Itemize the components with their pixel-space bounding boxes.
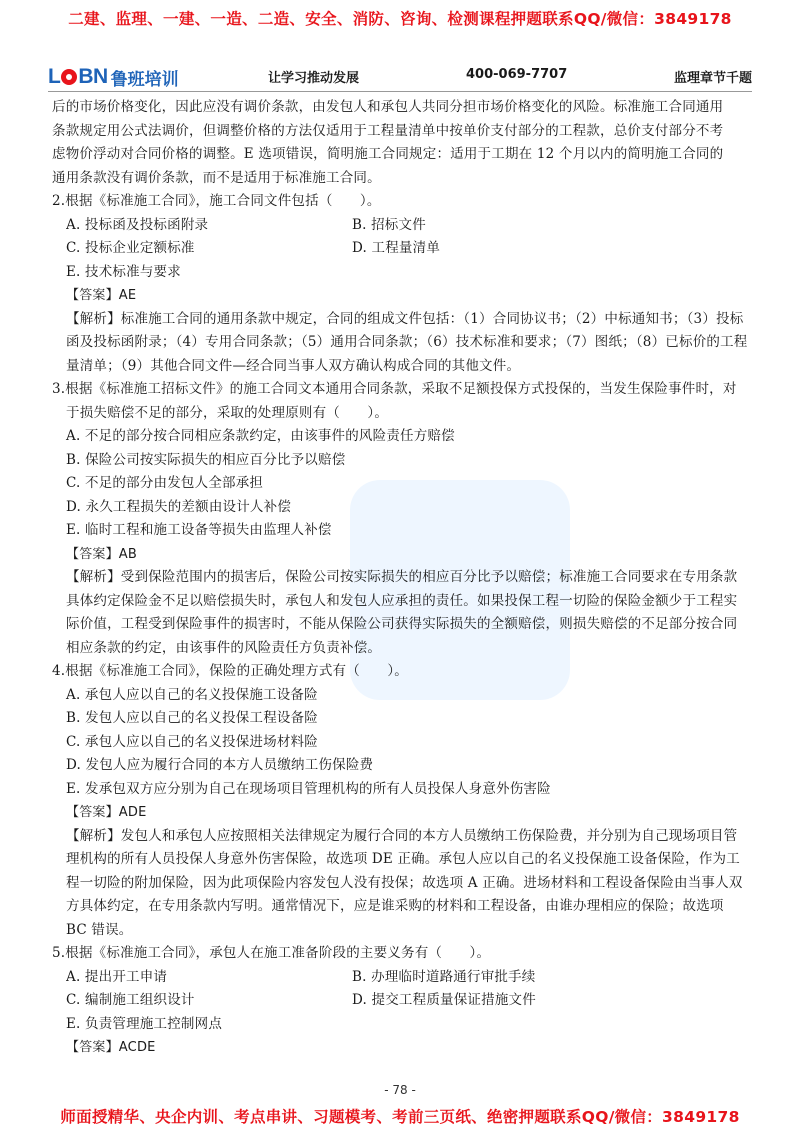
question-3-analysis: 际价值，工程受到保险事件的损害时，不能从保险公司获得实际损失的全额赔偿，则损失赔偿的不足部分按合同 xyxy=(66,616,738,632)
option-a: A. 不足的部分按合同相应条款约定，由该事件的风险责任方赔偿 xyxy=(66,428,455,444)
question-3-stem: 于损失赔偿不足的部分，采取的处理原则有（ ）。 xyxy=(66,404,389,421)
question-2-stem: 2.根据《标准施工合同》，施工合同文件包括（ ）。 xyxy=(52,193,381,209)
option-d: D. 提交工程质量保证措施文件 xyxy=(352,992,536,1008)
intro-line: 条款规定用公式法调价，但调整价格的方法仅适用于工程量清单中按单价支付部分的工程款，总价支付部分不考 xyxy=(52,122,724,139)
intro-line: 通用条款没有调价条款，而不是适用于标准施工合同。 xyxy=(52,169,381,186)
option-b: B. 招标文件 xyxy=(352,216,426,233)
option-d: D. 发包人应为履行合同的本方人员缴纳工伤保险费 xyxy=(66,757,374,773)
question-4-analysis: 【解析】发包人和承包人应按照相关法律规定为履行合同的本方人员缴纳工伤保险费，并分别为自己现场项目管 xyxy=(66,827,738,844)
question-2-analysis: 【解析】标准施工合同的通用条款中规定，合同的组成文件包括：（1）合同协议书；（2）中标通知书；（3）投标 xyxy=(66,310,744,327)
question-3-stem: 3.根据《标准施工招标文件》的施工合同文本通用合同条款，采取不足额投保方式投保的，当发生保险事件时，对 xyxy=(52,381,737,397)
question-3-analysis: 【解析】受到保险范围内的损害后，保险公司按实际损失的相应百分比予以赔偿；标准施工合同要求在专用条款 xyxy=(66,569,738,585)
question-2-options-row xyxy=(52,237,752,261)
bottom-promo-banner: 师面授精华、央企内训、考点串讲、习题模考、考前三页纸、绝密押题联系QQ/微信：3849178 xyxy=(60,1108,740,1126)
option-c: C. 编制施工组织设计 xyxy=(66,992,195,1008)
option-e: E. 负责管理施工控制网点 xyxy=(66,1015,223,1032)
page-number: - 78 - xyxy=(384,1083,416,1097)
question-5-answer: 【答案】ACDE xyxy=(66,1040,156,1055)
question-4-analysis: 程一切险的附加保险，因为此项保险内容发包人没有投保；故选项 A 正确。进场材料和工程设备保险由当事人双 xyxy=(66,874,743,891)
question-2-answer: 【答案】AE xyxy=(66,288,137,303)
question-2-analysis: 量清单；（9）其他合同文件—经合同当事人双方确认构成合同的其他文件。 xyxy=(66,357,521,374)
option-d: D. 工程量清单 xyxy=(352,240,441,256)
option-e: E. 临时工程和施工设备等损失由监理人补偿 xyxy=(66,522,332,538)
brand-logo xyxy=(48,64,179,90)
question-3-analysis: 相应条款的约定，由该事件的风险责任方负责补偿。 xyxy=(66,639,382,656)
option-b: B. 保险公司按实际损失的相应百分比予以赔偿 xyxy=(66,451,346,468)
option-c: C. 承包人应以自己的名义投保进场材料险 xyxy=(66,733,318,750)
question-4-answer: 【答案】ADE xyxy=(66,805,147,820)
header-phone: 400-069-7707 xyxy=(466,67,568,82)
option-a: A. 承包人应以自己的名义投保施工设备险 xyxy=(66,686,318,703)
logo-mark: L BN xyxy=(48,65,108,88)
question-5-stem: 5.根据《标准施工合同》，承包人在施工准备阶段的主要义务有（ ）。 xyxy=(52,945,491,961)
top-promo-banner: 二建、监理、一建、一造、二造、安全、消防、咨询、检测课程押题联系QQ/微信：3849178 xyxy=(68,10,732,28)
option-b: B. 办理临时道路通行审批手续 xyxy=(352,968,536,985)
option-c: C. 不足的部分由发包人全部承担 xyxy=(66,475,264,491)
header-doc-title: 监理章节千题 xyxy=(673,71,752,86)
option-e: E. 技术标准与要求 xyxy=(66,263,181,280)
option-e: E. 发承包双方应分别为自己在现场项目管理机构的所有人员投保人身意外伤害险 xyxy=(66,780,551,797)
option-b: B. 发包人应以自己的名义投保工程设备险 xyxy=(66,710,319,726)
page-header xyxy=(48,64,752,90)
question-4-analysis: 理机构的所有人员投保人身意外伤害保险，故选项 DE 正确。承包人应以自己的名义投保施工设备保险，作为工 xyxy=(66,851,740,867)
question-4-analysis: 方具体约定，在专用条款内写明。通常情况下，应是谁采购的材料和工程设备，由谁办理相应的保险；故选项 xyxy=(66,898,724,914)
intro-line: 虑物价浮动对合同价格的调整。E 选项错误，简明施工合同规定：适用于工期在 12 个月以内的简明施工合同的 xyxy=(52,146,724,162)
question-4-stem: 4.根据《标准施工合同》，保险的正确处理方式有（ ）。 xyxy=(52,663,408,679)
question-3-analysis: 具体约定保险金不足以赔偿损失时，承包人和发包人应承担的责任。如果投保工程一切险的保险金额少于工程实 xyxy=(66,592,738,609)
logo-dot-icon xyxy=(61,69,77,85)
question-5-options-row xyxy=(52,966,752,990)
option-a: A. 提出开工申请 xyxy=(66,968,168,985)
option-c: C. 投标企业定额标准 xyxy=(66,240,195,256)
logo-name: 鲁班培训 xyxy=(110,69,179,90)
question-2-options-row xyxy=(52,214,752,238)
option-a: A. 投标函及投标函附录 xyxy=(66,216,209,233)
question-3-answer: 【答案】AB xyxy=(66,546,138,562)
header-divider xyxy=(48,91,752,92)
page-content xyxy=(52,96,752,1060)
option-d: D. 永久工程损失的差额由设计人补偿 xyxy=(66,498,292,515)
question-5-options-row xyxy=(52,989,752,1013)
question-2-analysis: 函及投标函附录；（4）专用合同条款；（5）通用合同条款；（6）技术标准和要求；（7）图纸；（8）已标价的工程 xyxy=(66,334,748,350)
intro-line: 后的市场价格变化，因此应没有调价条款，由发包人和承包人共同分担市场价格变化的风险。标准施工合同通用 xyxy=(52,99,724,115)
header-slogan: 让学习推动发展 xyxy=(268,71,360,86)
question-4-analysis: BC 错误。 xyxy=(66,921,133,938)
